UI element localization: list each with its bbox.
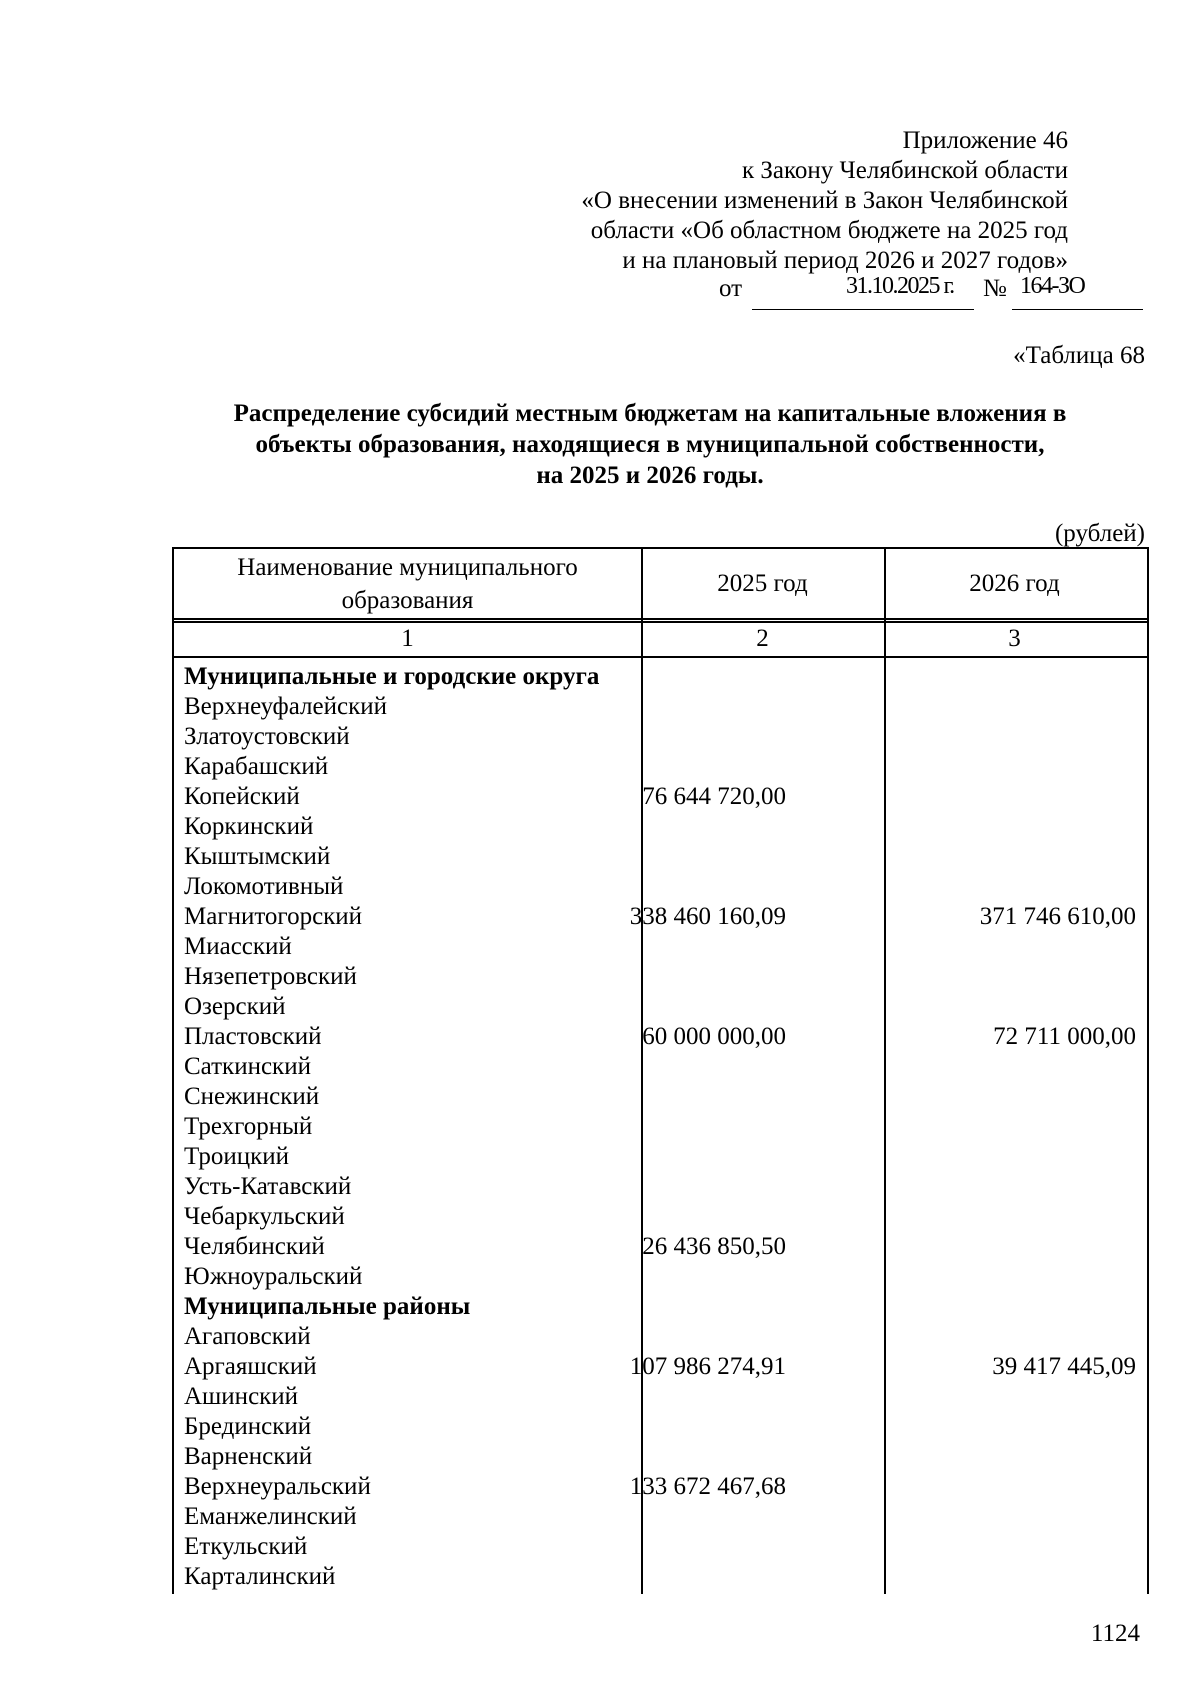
- municipality-name: Южноуральский: [184, 1263, 363, 1290]
- municipality-name: Еткульский: [184, 1533, 308, 1560]
- table-row: [184, 1322, 1147, 1352]
- table-row: [184, 1172, 1147, 1202]
- table-row: [184, 1472, 1147, 1502]
- table-row: [184, 812, 1147, 842]
- column-number: 1: [401, 625, 414, 652]
- title-line: на 2025 и 2026 годы.: [536, 462, 764, 489]
- subsidy-table: [172, 547, 1149, 1594]
- municipality-name: Карталинский: [184, 1563, 336, 1590]
- municipality-name: Копейский: [184, 783, 300, 810]
- column-number: 2: [756, 625, 769, 652]
- section-row: [184, 1292, 1147, 1322]
- page-number: 1124: [1090, 1620, 1140, 1647]
- table-row: [184, 1412, 1147, 1442]
- table-row: [184, 962, 1147, 992]
- municipality-name: Пластовский: [184, 1023, 322, 1050]
- table-row: [184, 932, 1147, 962]
- value-2025: 26 436 850,50: [642, 1233, 786, 1260]
- value-2025: 338 460 160,09: [629, 903, 786, 930]
- law-date: 31.10.2025 г.: [846, 273, 954, 299]
- table-row: [184, 1382, 1147, 1412]
- municipality-name: Еманжелинский: [184, 1503, 357, 1530]
- header-line: Приложение 46: [902, 127, 1068, 154]
- municipality-name: Челябинский: [184, 1233, 325, 1260]
- municipality-name: Ашинский: [184, 1383, 299, 1410]
- municipality-name: Усть-Катавский: [184, 1173, 352, 1200]
- section-title: Муниципальные и городские округа: [184, 663, 600, 690]
- table-row: [184, 782, 1147, 812]
- municipality-name: Варненский: [184, 1443, 313, 1470]
- table-row: [184, 1262, 1147, 1292]
- table-row: [184, 1142, 1147, 1172]
- municipality-name: Миасский: [184, 933, 292, 960]
- municipality-name: Златоустовский: [184, 723, 350, 750]
- title-line: объекты образования, находящиеся в муниципальной собственности,: [255, 431, 1045, 458]
- section-title: Муниципальные районы: [184, 1293, 471, 1320]
- table-row: [184, 722, 1147, 752]
- municipality-name: Агаповский: [184, 1323, 311, 1350]
- column-header-name: Наименование муниципального образования: [237, 554, 578, 614]
- value-2025: 76 644 720,00: [642, 783, 786, 810]
- table-row: [184, 872, 1147, 902]
- table-row: [184, 1052, 1147, 1082]
- table-row: [184, 1502, 1147, 1532]
- table-body: [184, 662, 1147, 1592]
- municipality-name: Брединский: [184, 1413, 312, 1440]
- municipality-name: Магнитогорский: [184, 903, 363, 930]
- table-row: [184, 842, 1147, 872]
- value-2025: 133 672 467,68: [629, 1473, 786, 1500]
- municipality-name: Карабашский: [184, 753, 329, 780]
- appendix-header: [468, 126, 1068, 276]
- value-2025: 107 986 274,91: [629, 1353, 786, 1380]
- municipality-name: Нязепетровский: [184, 963, 357, 990]
- table-row: [184, 1352, 1147, 1382]
- value-2026: 72 711 000,00: [993, 1023, 1136, 1050]
- municipality-name: Верхнеуральский: [184, 1473, 371, 1500]
- municipality-name: Саткинский: [184, 1053, 311, 1080]
- header-line: области «Об областном бюджете на 2025 год: [590, 217, 1068, 244]
- table-row: [184, 1532, 1147, 1562]
- table-row: [184, 1112, 1147, 1142]
- header-line: и на плановый период 2026 и 2027 годов»: [622, 247, 1068, 274]
- municipality-name: Коркинский: [184, 813, 314, 840]
- value-2026: 39 417 445,09: [992, 1353, 1136, 1380]
- municipality-name: Снежинский: [184, 1083, 320, 1110]
- table-row: [184, 1232, 1147, 1262]
- table-row: [184, 692, 1147, 722]
- municipality-name: Трехгорный: [184, 1113, 313, 1140]
- row-divider: [174, 656, 1147, 658]
- number-sign: №: [983, 275, 1007, 302]
- municipality-name: Чебаркульский: [184, 1203, 345, 1230]
- header-line: к Закону Челябинской области: [742, 157, 1068, 184]
- municipality-name: Локомотивный: [184, 873, 344, 900]
- table-row: [184, 992, 1147, 1022]
- value-2025: 60 000 000,00: [642, 1023, 786, 1050]
- row-divider: [174, 618, 1147, 620]
- column-header-2025: 2025 год: [717, 570, 808, 597]
- municipality-name: Троицкий: [184, 1143, 289, 1170]
- table-row: [184, 1202, 1147, 1232]
- header-line: «О внесении изменений в Закон Челябинской: [581, 187, 1068, 214]
- units-label: (рублей): [1054, 520, 1145, 547]
- value-2026: 371 746 610,00: [979, 903, 1136, 930]
- table-row: [184, 902, 1147, 932]
- table-row: [184, 1442, 1147, 1472]
- table-label: «Таблица 68: [1013, 342, 1145, 369]
- municipality-name: Верхнеуфалейский: [184, 693, 387, 720]
- date-prefix: от: [719, 275, 743, 302]
- table-row: [184, 752, 1147, 782]
- law-number: 164-ЗО: [1020, 273, 1085, 299]
- title-line: Распределение субсидий местным бюджетам на капитальные вложения в: [233, 400, 1067, 427]
- table-row: [184, 1022, 1147, 1052]
- section-row: [184, 662, 1147, 692]
- document-title: [160, 398, 1140, 491]
- municipality-name: Кыштымский: [184, 843, 331, 870]
- table-row: [184, 1082, 1147, 1112]
- column-header-2026: 2026 год: [969, 570, 1060, 597]
- municipality-name: Аргаяшский: [184, 1353, 317, 1380]
- municipality-name: Озерский: [184, 993, 286, 1020]
- column-number: 3: [1008, 625, 1021, 652]
- table-row: [184, 1562, 1147, 1592]
